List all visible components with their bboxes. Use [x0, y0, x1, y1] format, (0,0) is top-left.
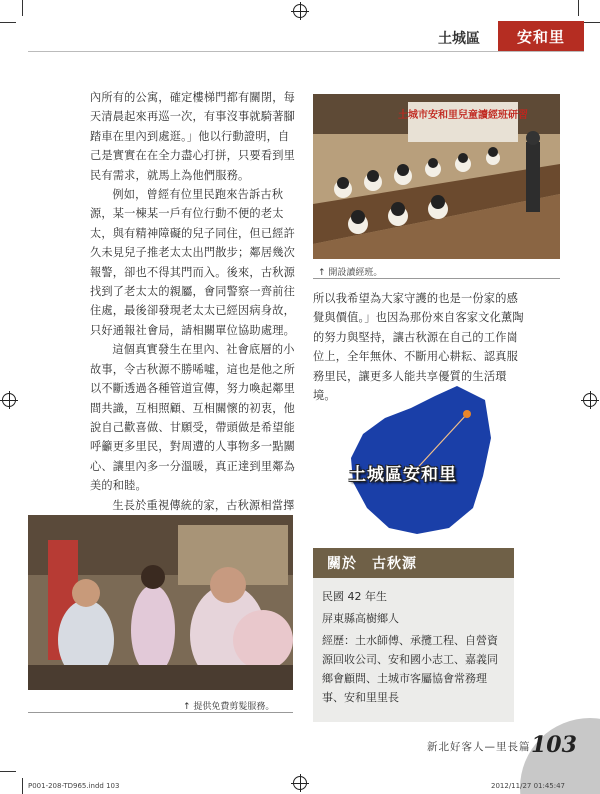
- reading-class-illustration: [313, 94, 560, 259]
- registration-mark-bottom: [293, 776, 307, 790]
- haircut-photo-caption: ↑ 提供免費剪髮服務。: [183, 702, 275, 712]
- paragraph: 生長於重視傳統的家，古秋源相當擇: [112, 498, 295, 512]
- about-details: [322, 587, 508, 710]
- about-born: 民國 42 年生: [322, 590, 387, 603]
- banner-text: 土城市安和里兒童讀經班研習: [398, 110, 528, 121]
- about-origin: 屏東縣高樹鄉人: [322, 612, 399, 625]
- page-number: 103: [531, 732, 577, 758]
- haircut-illustration: [28, 515, 293, 690]
- left-text-column: [90, 88, 300, 534]
- paragraph: 所以我希望為大家守護的也是一份家的感覺與價值。」也因為那份來自客家文化薰陶的努力與堅持，讓古秋源在自己的工作崗位上，全年無休、不斷用心耕耘、認真服務里民，讓更多人能共享優質的生活環境。: [313, 292, 524, 403]
- registration-mark-right: [583, 393, 597, 407]
- crop-mark: [0, 771, 16, 772]
- paragraph: 例如，曾經有位里民跑來告訴古秋源，某一棟某一戶有位行動不便的老太太，與有精神障礙的兒子同住，但已經許久未見兒子推老太太出門散步；鄰居幾次報警，卻也不得其門而入。後來，古秋源找到了老太太的親屬，會同警察一齊前往住處，最後卻發現老太太已經因病身故，只好通報社會局，請相關單位協助處理。: [90, 188, 295, 337]
- about-heading: 關於 古秋源: [313, 548, 514, 578]
- reading-class-photo: [313, 94, 560, 259]
- haircut-service-photo: [28, 515, 293, 690]
- caption-rule: [313, 278, 560, 279]
- map-shape: [345, 378, 495, 538]
- crop-mark: [22, 778, 23, 794]
- paragraph: 內所有的公寓，確定樓梯門都有關閉，每天清晨起來再巡一次，有事沒事就騎著腳踏車在里內到處逛。」他以行動證明，自己是實實在在全力盡心打拼，只要看到里民有需求，就馬上為他們服務。: [90, 91, 295, 182]
- district-map: [345, 378, 495, 538]
- crop-mark: [22, 0, 23, 16]
- slug-file: P001-208-TD965.indd 103: [28, 782, 120, 790]
- header-rule: [28, 51, 584, 52]
- map-label: 土城區安和里: [349, 465, 457, 485]
- registration-mark-left: [2, 393, 16, 407]
- crop-mark: [584, 22, 600, 23]
- crop-mark: [578, 0, 579, 16]
- header-village-tab: 安和里: [498, 21, 584, 51]
- registration-mark-top: [293, 4, 307, 18]
- location-marker-icon: [463, 410, 471, 418]
- header-region: 土城區: [438, 31, 480, 47]
- footer-series-title: 新北好客人—里長篇: [427, 741, 531, 753]
- slug-timestamp: 2012/11/27 01:45:47: [491, 782, 566, 790]
- class-photo-caption: ↑ 開設讀經班。: [318, 268, 383, 278]
- paragraph: 這個真實發生在里內、社會底層的小故事，令古秋源不勝唏噓，這也是他之所以不斷透過各種管道宣傳，努力喚起鄰里間共識，互相照顧、互相關懷的初衷，他說自己歡喜做、甘願受，帶頭做是希望能呼籲更多里民，對周遭的人事物多一點關心、讓里內多一分溫暖，真正達到里鄰為美的和睦。: [90, 343, 295, 493]
- about-experience: 經歷：土水師傅、承攬工程、自營資源回收公司、安和國小志工、嘉義同鄉會顧問、土城市客屬協會常務理事、安和里里長: [322, 634, 498, 704]
- crop-mark: [0, 22, 16, 23]
- caption-rule: [28, 712, 293, 713]
